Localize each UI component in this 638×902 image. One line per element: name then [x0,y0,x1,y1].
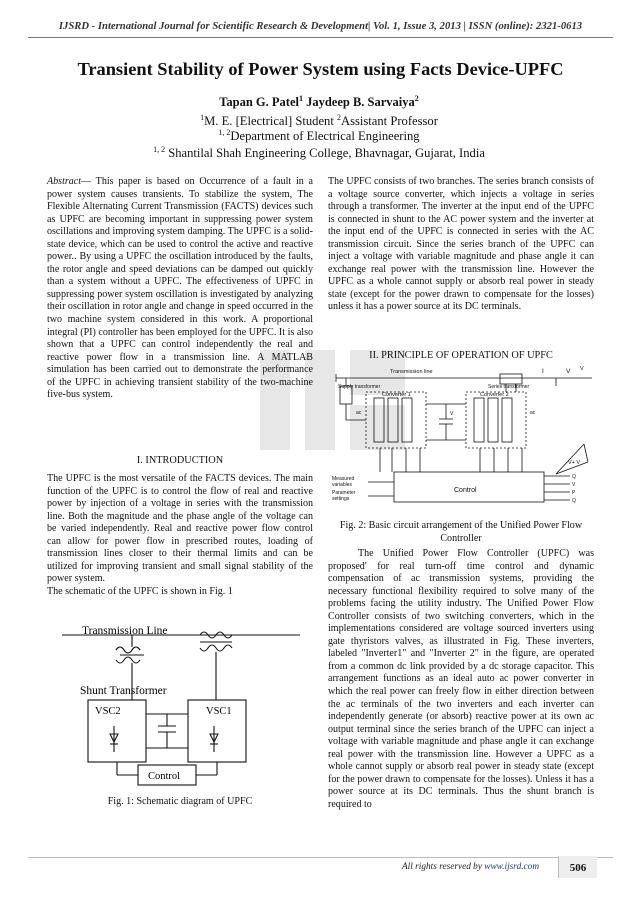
fig1-caption: Fig. 1: Schematic diagram of UPFC [107,796,253,807]
fig1-vsc2-label: VSC2 [95,706,121,717]
fig1-shunt-label: Shunt Transformer [80,685,167,697]
fig2-variables-label: variables [332,482,353,488]
author-1-sup: 1 [298,94,303,103]
introduction-text: The UPFC is the most versatile of the FACTS devices. The main function of the UPFC is to control the flow of real and reactive power by injection of a voltage in series with the transmission line. Both the magnitude and the phase angle of the voltage can be varied independently. Real and reactive power flow control can allow for power flow in prescribed routes, loading of transmission lines closer to their thermal limits and can be utilized for improving transient and small signal stability of the power system. [47,473,313,585]
fig2-converter2-label: Converter 2 [480,392,509,398]
section-heading-introduction: I. INTRODUCTION [136,455,224,466]
fig2-measured-label: Measured [332,476,355,482]
aff-dept: Department of Electrical Engineering [230,129,420,144]
fig1-transmission-label: Transmission Line [82,625,168,637]
abstract-label: Abstract [47,176,82,187]
abstract-paragraph [47,176,313,402]
fig2-supply-transformer-label: Supply transformer [338,384,381,390]
footer-site-link[interactable]: www.ijsrd.com [484,862,540,872]
abstract-text: This paper is based on Occurrence of a fault in a power system causes transients. To stabilize the system, The Flexible Alternating Current Transmission (FACTS) devices such as UPFC are becoming important in suppressing power system oscillations and improving system damping. The UPFC is a solid-state device, which can be used to control the active and reactive power.. By using a UPFC the oscillation introduced by the faults, the rotor angle and speed deviations can be damped out quickly than a system without a UPFC. The effectiveness of UPFC in suppressing power system oscillation is investigated by analyzing their oscillation in rotor angle and change in speed occurred in the two machine system considered in this work. A proportional integral (PI) controller has been employed for the UPFC. It is also shown that a UPFC can control independently the real and reactive power flow in a transmission line. A MATLAB simulation has been carried out to demonstrate the performance of the UPFC in achieving transient stability of the two-machine five-bus system. [47,176,313,401]
aff-role-2: Assistant Professor [341,114,438,129]
authors [0,94,638,110]
author-2-sup: 2 [414,94,419,103]
fig2-i-label: I [542,368,544,375]
affiliation-roles [0,113,638,129]
aff-role-1: M. E. [Electrical] Student [204,114,337,129]
fig2-vvpq-label: V+ V [568,460,581,466]
right-paragraph-2: The Unified Power Flow Controller (UPFC) was proposed' for real turn-off time control and dynamic compensation of ac transmission systems, providing the necessary functional flexibility required to solve many of the problems facing the utility industry. The Unified Power Flow Controller consists of two switching converters, which in the implementations considered are voltage sourced inverters using gate thyristors valves, as illustrated in Fig. These inverters, labeled "Inverter1" and "Inverter 2" in the figure, are operated from a common dc link provided by a dc storage capacitor. This arrangement functions as an ideal auto ac power converter in which the real power can freely flow in either direction between the ac terminals of the two inverters and each inverter can independently generate (or absorb) reactive power at its own ac output terminal since the series branch of the UPFC can inject a voltage with variable magnitude and phase angle it can exchange real power with the transmission line. However a UPFC as a whole cannot supply or absorb real power in steady state (except for the power drawn to compensate for the losses). Unless it has a power source at its DC terminals. Thus the shunt branch is required to [328,548,594,810]
fig2-control-label: Control [454,487,477,494]
page-number: 506 [558,856,597,878]
journal-header: IJSRD - International Journal for Scientific Research & Development| Vol. 1, Issue 3, 2013 | ISSN (online): 2321-0613 [58,21,583,32]
aff-sup-1: 1 [200,113,205,122]
fig2-ac-label-1: ac [356,410,362,416]
fig2-circuit [330,364,598,514]
fig2-ac-label-2: ac [530,410,536,416]
fig1-control-label: Control [148,771,181,782]
abstract-dash: — [81,176,92,187]
header-divider [28,37,613,38]
fig2-ref-p: P [572,490,576,496]
section-heading-principle: II. PRINCIPLE OF OPERATION OF UPFC [369,350,553,361]
fig2-ref-q: Q [572,474,576,480]
footer-text [402,862,539,872]
author-2: Jaydeep B. Sarvaiya [306,95,415,110]
fig2-ref-v: V [572,482,576,488]
fig2-ref-q2: Q [572,498,576,504]
fig2-converter1-label: Converter 1 [382,392,411,398]
affiliation-department [0,128,638,144]
aff-dept-sup: 1, 2 [218,128,231,137]
footer-divider [28,857,613,858]
fig2-v-label: V [566,368,571,375]
fig2-transmission-label: Transmission line [390,369,433,375]
fig2-vpq-label: V [580,366,584,372]
aff-sup-2: 2 [337,113,341,122]
fig2-settings-label: settings [332,496,350,502]
paper-title: Transient Stability of Power System using Facts Device-UPFC [77,59,564,79]
footer-rights: All rights reserved by [402,862,485,872]
fig2-series-transformer-label: Series transformer [488,384,530,390]
introduction-paragraph [47,473,313,598]
affiliation-college [0,145,638,161]
aff-college-sup: 1, 2 [153,145,166,154]
fig1-schematic [60,622,300,790]
introduction-lastline: The schematic of the UPFC is shown in Fig. 1 [47,585,233,597]
fig2-vdc-label: V [450,411,454,417]
fig1-vsc1-label: VSC1 [206,706,232,717]
aff-college: Shantilal Shah Engineering College, Bhavnagar, Gujarat, India [165,146,485,161]
fig2-parameter-label: Parameter [332,490,356,496]
fig2-caption: Fig. 2: Basic circuit arrangement of the Unified Power Flow Controller [339,520,583,544]
right-paragraph-1: The UPFC consists of two branches. The series branch consists of a voltage source converter, which injects a voltage in series through a transformer. The inverter at the input end of the UPFC is connected in shunt to the AC power system and the inverter at the input end of the UPFC is connected in series with the AC transmission circuit. Since the series branch of the UPFC can inject a voltage with variable magnitude and phase angle it can exchange real power with the transmission line. However the UPFC as a whole cannot supply or absorb real power in steady state (except for the power drawn to compensate for the losses) unless it has a power source at its DC terminals. [328,176,594,313]
author-1: Tapan G. Patel [219,95,299,110]
